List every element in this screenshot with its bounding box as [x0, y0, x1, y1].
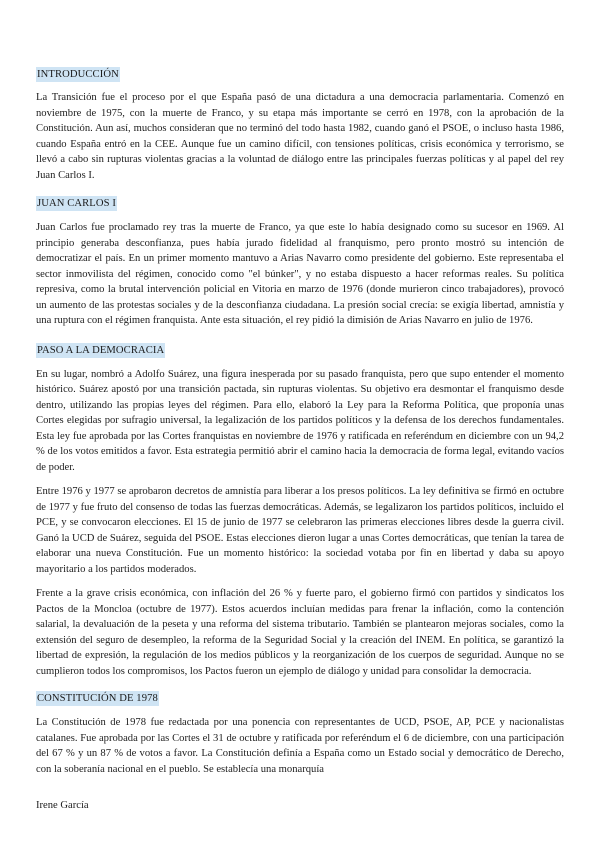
paragraph-introduccion: La Transición fue el proceso por el que España pasó de una dictadura a una democracia parlamentaria. Comenzó en noviembre de 1975, con la muerte de Franco, y su etapa más importante se cerró en 1978, con la aprobación de la Constitución. Aun así, muchos consideran que no terminó del todo hasta 1982, cuando ganó el PSOE, o incluso hasta 1986, cuando España entró en la CEE. Aunque fue un camino difícil, con tensiones políticas, crisis económica y terrorismo, se llevó a cabo sin rupturas violentas gracias a la voluntad de diálogo entre las principales fuerzas políticas y al papel del rey Juan Carlos I. [36, 92, 564, 181]
section-heading-juan-carlos [36, 193, 564, 209]
footer-author: Irene García [36, 800, 89, 811]
section-heading-introduccion [36, 64, 564, 80]
heading-text: CONSTITUCIÓN DE 1978 [37, 693, 158, 704]
paragraph-amnistia-elecciones: Entre 1976 y 1977 se aprobaron decretos de amnistía para liberar a los presos políticos. La ley definitiva se firmó en octubre de 1977 y fue fruto del consenso de todas las fuerzas democráticas. Además, se legalizaron los partidos políticos, incluido el PCE, y se convocaron elecciones. El 15 de junio de 1977 se celebraron las primeras elecciones libres desde la guerra civil. Ganó la UCD de Suárez, seguida del PSOE. Estas elecciones dieron lugar a unas Cortes democráticas, que tenían la tarea de elaborar una nueva Constitución. Fue un momento histórico: la sociedad votaba por fin en libertad y daba su apoyo mayoritario a los partidos moderados. [36, 486, 564, 575]
heading-text: JUAN CARLOS I [37, 198, 116, 209]
paragraph-juan-carlos: Juan Carlos fue proclamado rey tras la muerte de Franco, ya que este lo había designado como su sucesor en 1969. Al principio generaba desconfianza, pues había jurado fidelidad al franquismo, pero pronto mostró su intención de democratizar el país. En un primer momento mantuvo a Arias Navarro como presidente del gobierno. Este representaba el sector inmovilista del régimen, conocido como "el búnker", y no estaba dispuesto a hacer reformas reales. Su política represiva, como la brutal intervención policial en Vitoria en marzo de 1976 (donde murieron cinco trabajadores), provocó un aumento de las protestas sociales y de la desconfianza ciudadana. La presión social crecía: se exigía libertad, amnistía y una ruptura con el régimen franquista. Ante esta situación, el rey pidió la dimisión de Arias Navarro en julio de 1976. [36, 222, 564, 326]
heading-text: INTRODUCCIÓN [37, 69, 119, 80]
paragraph-suarez: En su lugar, nombró a Adolfo Suárez, una figura inesperada por su pasado franquista, pero que supo entender el momento histórico. Suárez apostó por una transición pactada, sin rupturas violentas. Su objetivo era desmontar el franquismo desde dentro, utilizando las propias leyes del régimen. Para ello, elaboró la Ley para la Reforma Política, que proponía unas Cortes elegidas por sufragio universal, la legalización de los partidos políticos y la defensa de los derechos fundamentales. Esta ley fue aprobada por las Cortes franquistas en noviembre de 1976 y ratificada en referéndum en diciembre con un 94,2 % de los votos emitidos a favor. Esta estrategia permitió abrir el camino hacia la democracia de forma legal, evitando vacíos de poder. [36, 368, 564, 473]
section-heading-paso-democracia [36, 340, 564, 356]
document-page [36, 60, 564, 777]
paragraph-pactos-moncloa: Frente a la grave crisis económica, con inflación del 26 % y fuerte paro, el gobierno firmó con partidos y sindicatos los Pactos de la Moncloa (octubre de 1977). Estos acuerdos incluían medidas para frenar la inflación, como la contención salarial, la devaluación de la peseta y una reforma del sistema tributario. También se plantearon mejoras sociales, como la extensión del seguro de desempleo, la reforma de la Seguridad Social y la creación del INEM. En política, se garantizó la libertad de expresión, la regulación de los medios públicos y la reorganización de los cuerpos de seguridad. Aunque no se cumplieron todos los compromisos, los Pactos fueron un ejemplo de diálogo y unidad para consolidar la democracia. [36, 588, 564, 677]
heading-text: PASO A LA DEMOCRACIA [37, 344, 165, 356]
section-heading-constitucion [36, 688, 564, 704]
paragraph-constitucion: La Constitución de 1978 fue redactada por una ponencia con representantes de UCD, PSOE, AP, PCE y nacionalistas catalanes. Fue aprobada por las Cortes el 31 de octubre y ratificada por referéndum el 6 de diciembre, con una participación del 67 % y un 87 % de votos a favor. La Constitución definía a España como un Estado social y democrático de Derecho, con la soberanía nacional en el pueblo. Se establecía una monarquía [36, 717, 564, 775]
